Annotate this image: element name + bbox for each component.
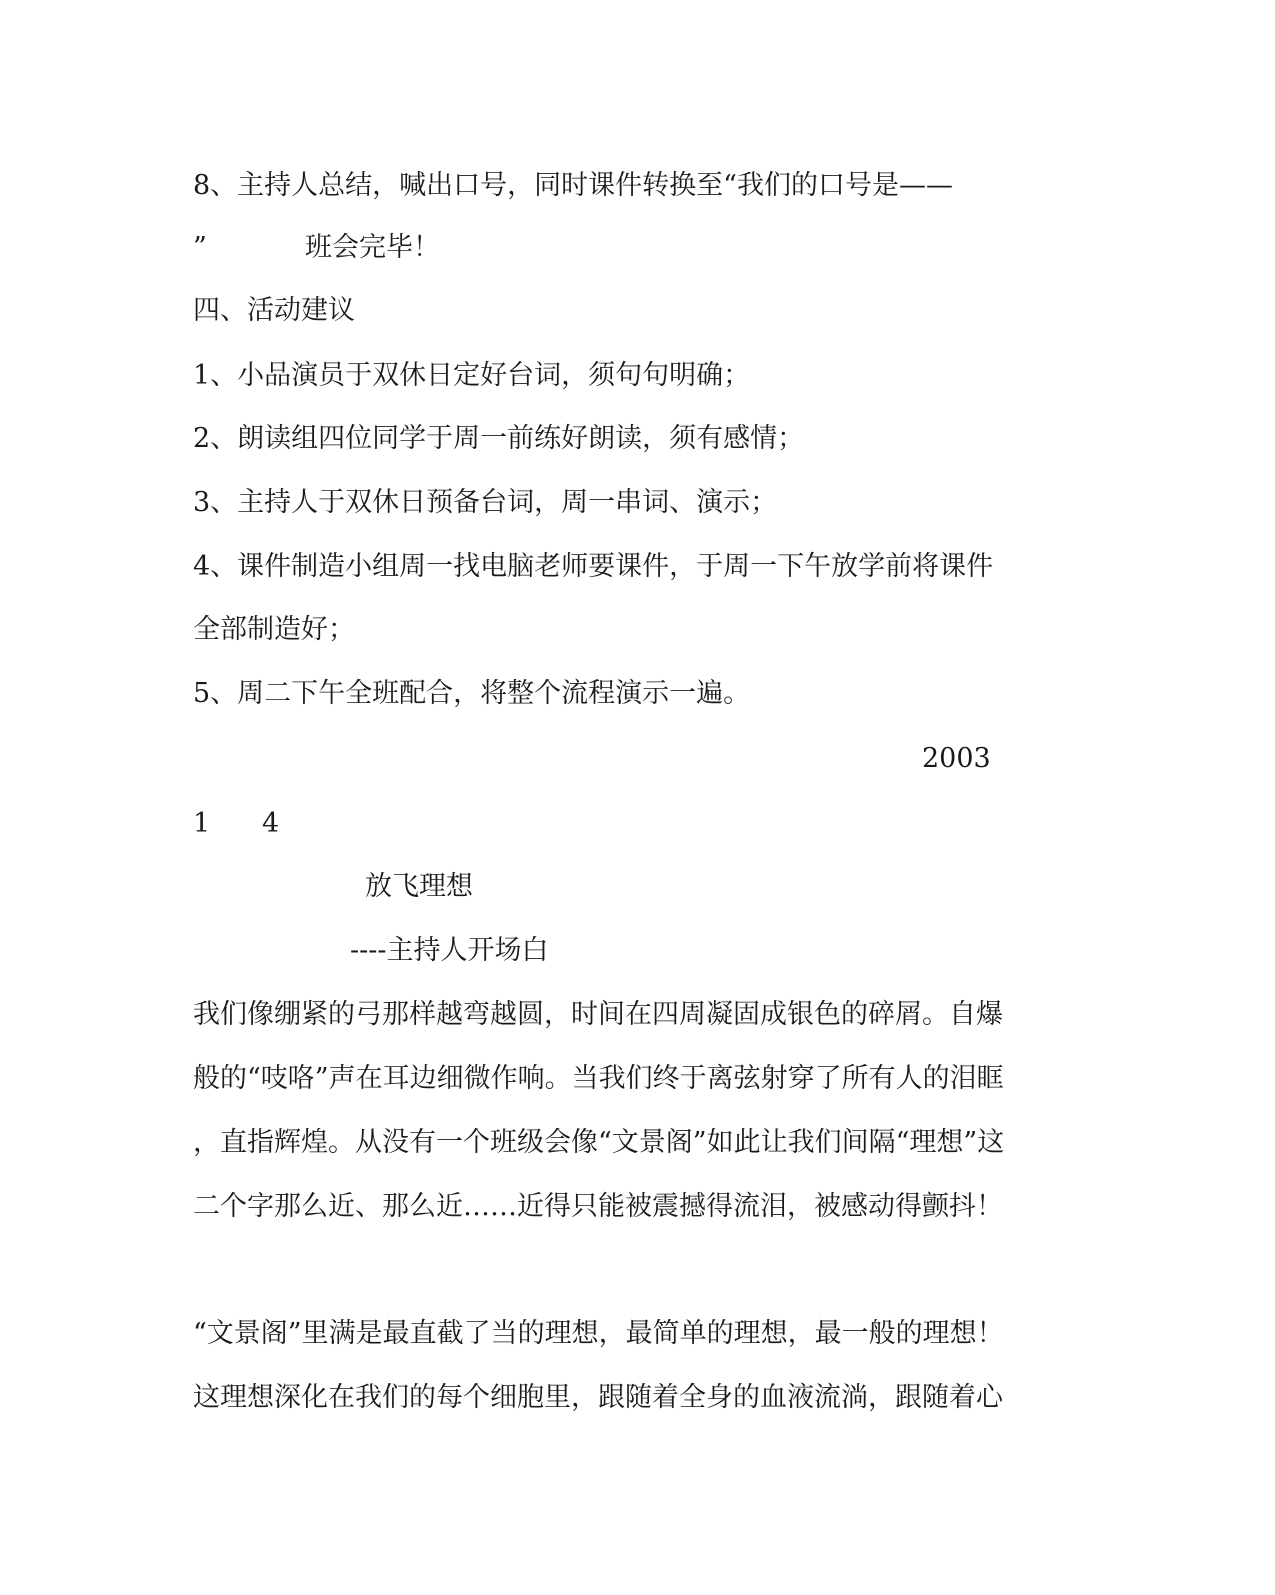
text-line: 4、课件制造小组周一找电脑老师要课件，于周一下午放学前将课件 [193, 551, 994, 582]
text-line: 5、周二下午全班配合，将整个流程演示一遍。 [193, 678, 751, 709]
text-line: “文景阁”里满是最直截了当的理想，最简单的理想，最一般的理想！ [193, 1318, 1004, 1349]
text-line: ” [193, 232, 207, 263]
date-day: 4 [262, 808, 280, 839]
text-line: 1、小品演员于双休日定好台词，须句句明确； [193, 360, 751, 391]
text-line: 全部制造好； [193, 614, 355, 645]
text-line: 2、朗读组四位同学于周一前练好朗读，须有感情； [193, 423, 805, 454]
text-line: 这理想深化在我们的每个细胞里，跟随着全身的血液流淌，跟随着心 [193, 1382, 1003, 1413]
text-line: 我们像绷紧的弓那样越弯越圆，时间在四周凝固成银色的碎屑。自爆 [193, 999, 1003, 1030]
text-line: 3、主持人于双休日预备台词，周一串词、演示； [193, 487, 778, 518]
text-line: ，直指辉煌。从没有一个班级会像“文景阁”如此让我们间隔“理想”这 [193, 1127, 1005, 1158]
text-line: 班会完毕！ [305, 232, 440, 263]
section-subtitle: ----主持人开场白 [350, 935, 549, 966]
text-line: 般的“吱咯”声在耳边细微作响。当我们终于离弦射穿了所有人的泪眶 [193, 1063, 1004, 1094]
text-line: 8、主持人总结，喊出口号，同时课件转换至“我们的口号是—— [193, 170, 953, 201]
date-year: 2003 [922, 743, 991, 774]
section-heading: 四、活动建议 [193, 295, 355, 326]
text-line: 二个字那么近、那么近……近得只能被震撼得流泪，被感动得颤抖！ [193, 1191, 1003, 1222]
date-month: 1 [193, 808, 211, 839]
section-title: 放飞理想 [365, 871, 473, 902]
